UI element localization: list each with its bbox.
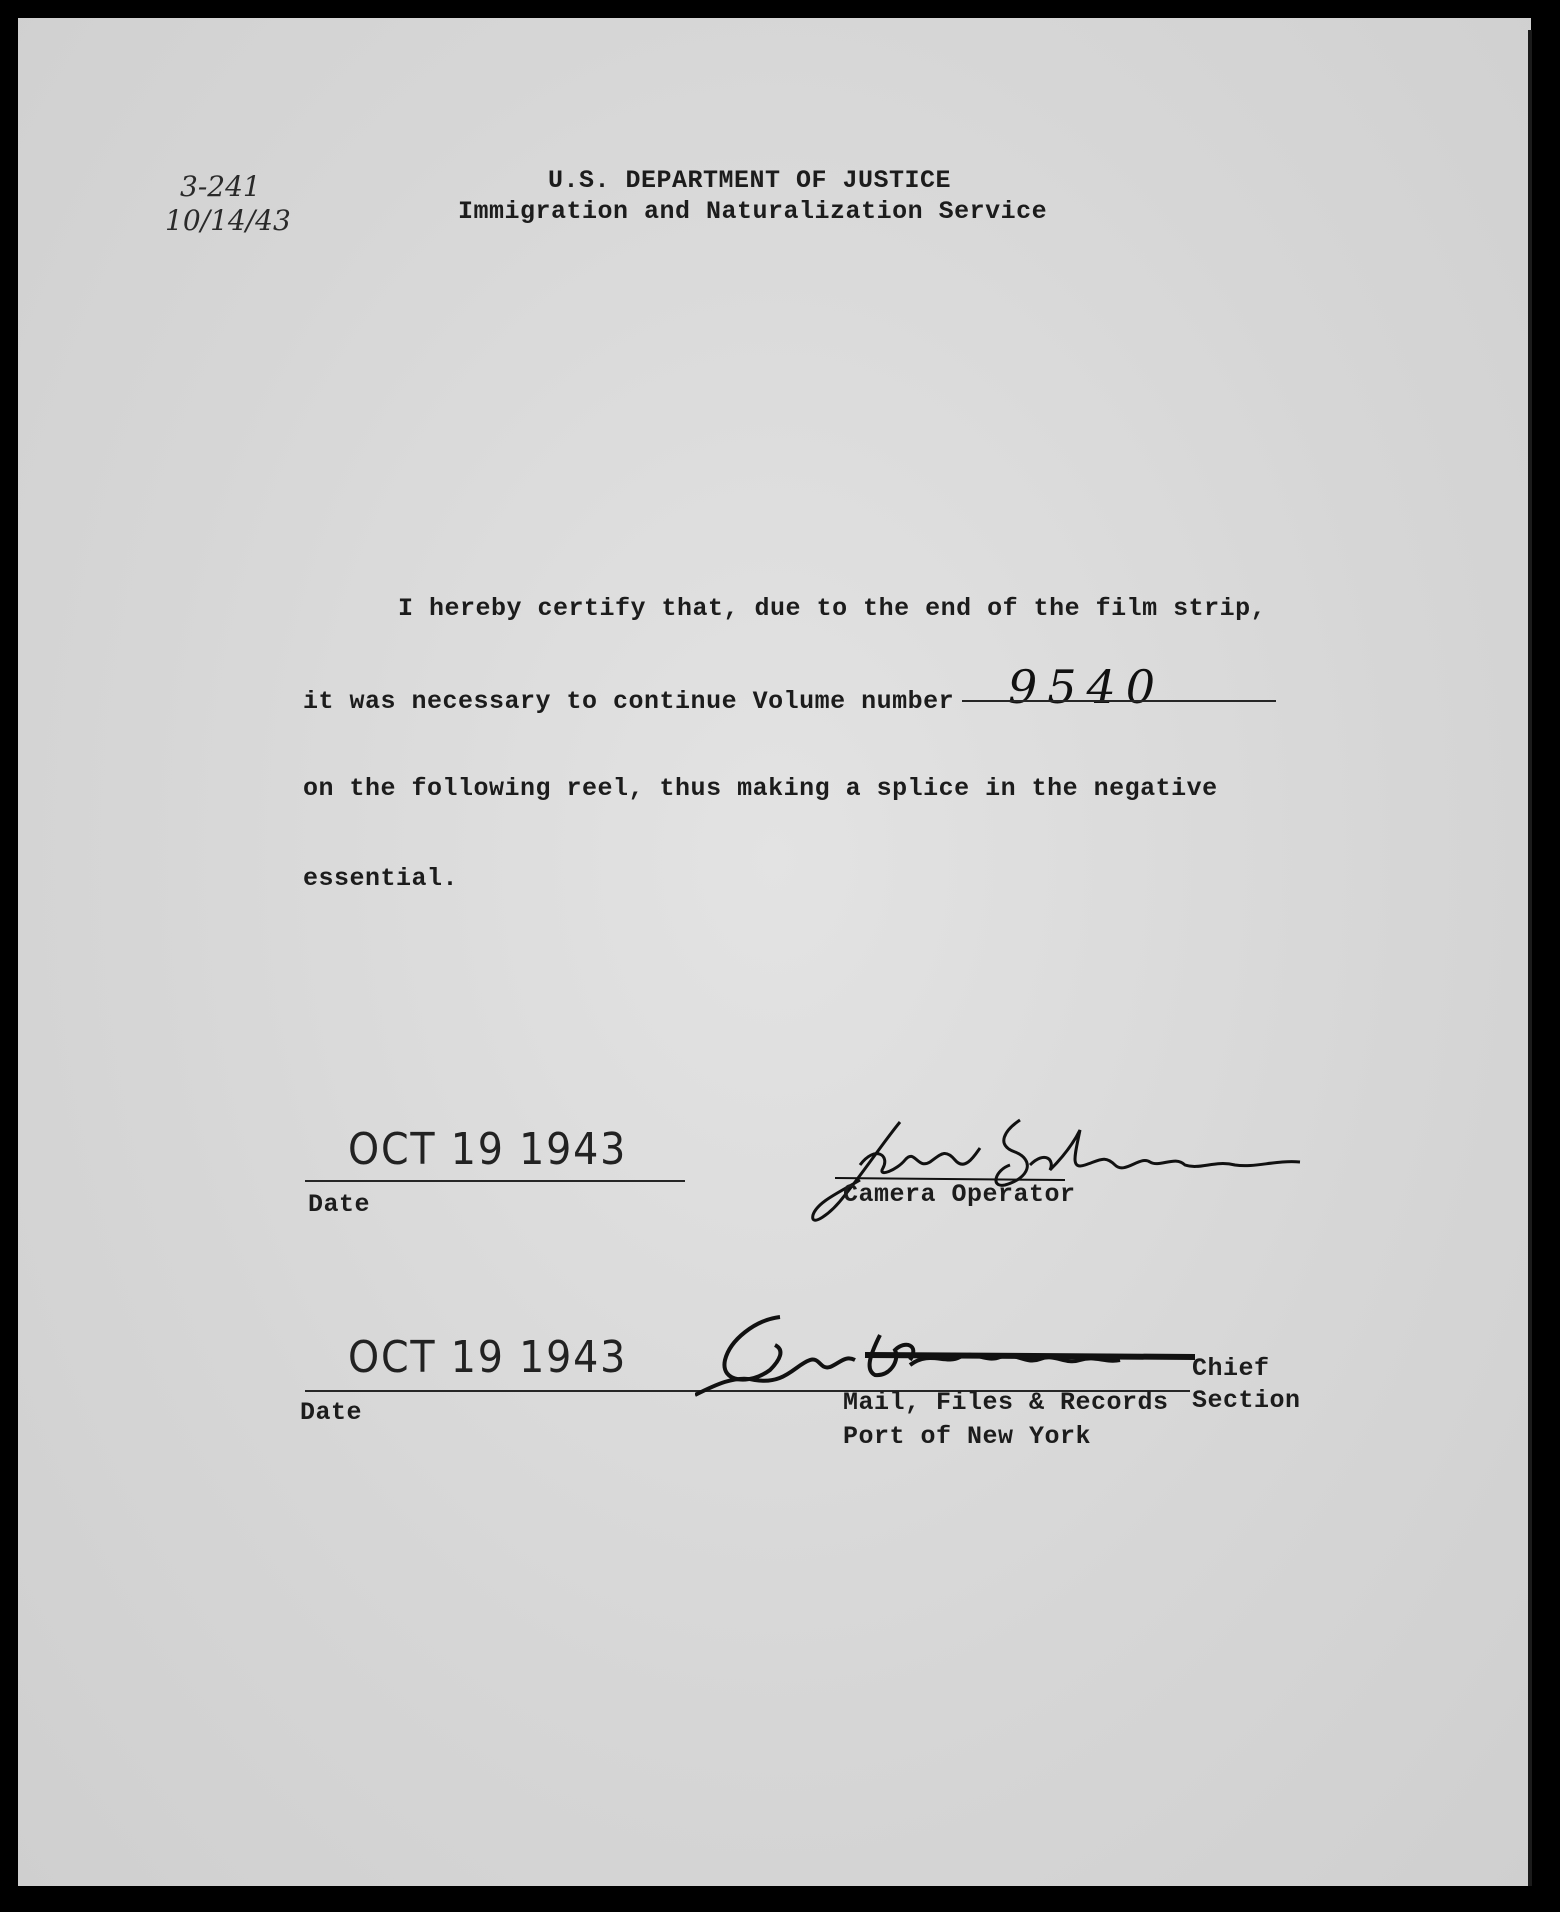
form-number: 3-241 [180,170,261,203]
camera-operator-title: Camera Operator [843,1180,1076,1209]
service-heading: Immigration and Naturalization Service [458,197,1048,226]
page-border [30,30,1532,1886]
date-line-1 [305,1180,685,1182]
date-stamp-1: OCT 19 1943 [348,1124,628,1175]
department-heading: U.S. DEPARTMENT OF JUSTICE [548,166,952,195]
camera-operator-signature [805,1110,1305,1235]
certification-line-1: I hereby certify that, due to the end of the film strip, [398,594,1267,623]
volume-number: 9540 [1008,660,1166,714]
form-date: 10/14/43 [165,204,291,237]
date-stamp-2: OCT 19 1943 [348,1332,628,1383]
date-label-1: Date [308,1190,371,1219]
certification-line-4: essential. [303,864,459,893]
certification-line-3: on the following reel, thus making a splice in the negative [303,774,1218,803]
chief-title-line-2: Port of New York [843,1422,1092,1451]
chief-title-section: Section [1192,1386,1301,1415]
chief-title-line-1: Mail, Files & Records [843,1388,1169,1417]
certification-line-2: it was necessary to continue Volume number [303,687,955,716]
volume-number-line [962,700,1276,702]
chief-title: Chief [1192,1354,1270,1383]
date-label-2: Date [300,1398,363,1427]
